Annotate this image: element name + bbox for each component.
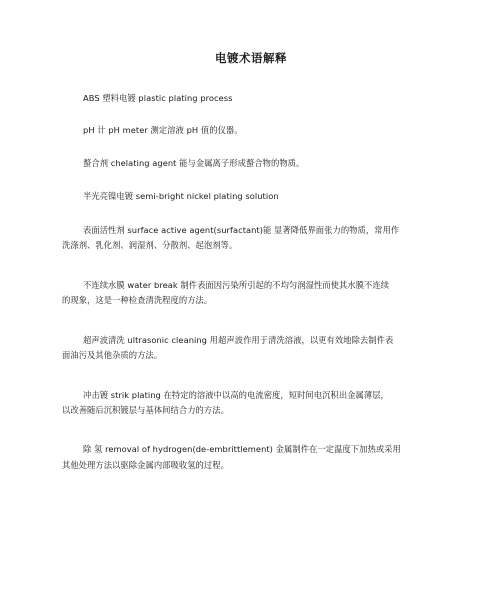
entry-chelating-agent: 螯合剂 chelating agent 能与金属离子形成螯合物的物质。 xyxy=(83,158,305,168)
entry-dehydrogenation-line-1: 除 氢 removal of hydrogen(de-embrittlement) 金属制件在一定温度下加热或采用 xyxy=(83,444,401,454)
entry-surfactant-line-2: 洗涤剂、乳化剂、润湿剂、分散剂、起泡剂等。 xyxy=(62,240,238,250)
entry-dehydrogenation-line-2: 其他处理方法以驱除金属内部吸收氢的过程。 xyxy=(62,460,229,470)
entry-surfactant-line-1: 表面活性剂 surface active agent(surfactant)能 显著降低界面张力的物质，常用作 xyxy=(83,225,400,235)
entry-ultrasonic-line-2: 面油污及其他杂质的方法。 xyxy=(62,350,163,360)
entry-strike-plating-line-1: 冲击镀 strik plating 在特定的溶液中以高的电流密度，短时间电沉积出金属薄层， xyxy=(83,390,389,400)
entry-abs-plating: ABS 塑料电镀 plastic plating process xyxy=(83,93,233,103)
entry-semi-bright-nickel: 半光亮镍电镀 semi-bright nickel plating solution xyxy=(83,191,279,201)
document-title: 电镀术语解释 xyxy=(215,51,287,65)
entry-ultrasonic-line-1: 超声波清洗 ultrasonic cleaning 用超声波作用于清洗溶液，以更有效地除去制件表 xyxy=(83,335,394,345)
entry-strike-plating-line-2: 以改善随后沉积镀层与基体间结合力的方法。 xyxy=(62,405,229,415)
entry-water-break-line-1: 不连续水膜 water break 制件表面因污染所引起的不均匀润湿性而使其水膜不连续 xyxy=(83,280,390,290)
entry-ph-meter: pH 计 pH meter 测定溶液 pH 值的仪器。 xyxy=(83,125,243,135)
entry-water-break-line-2: 的现象，这是一种检查清洗程度的方法。 xyxy=(62,295,213,305)
